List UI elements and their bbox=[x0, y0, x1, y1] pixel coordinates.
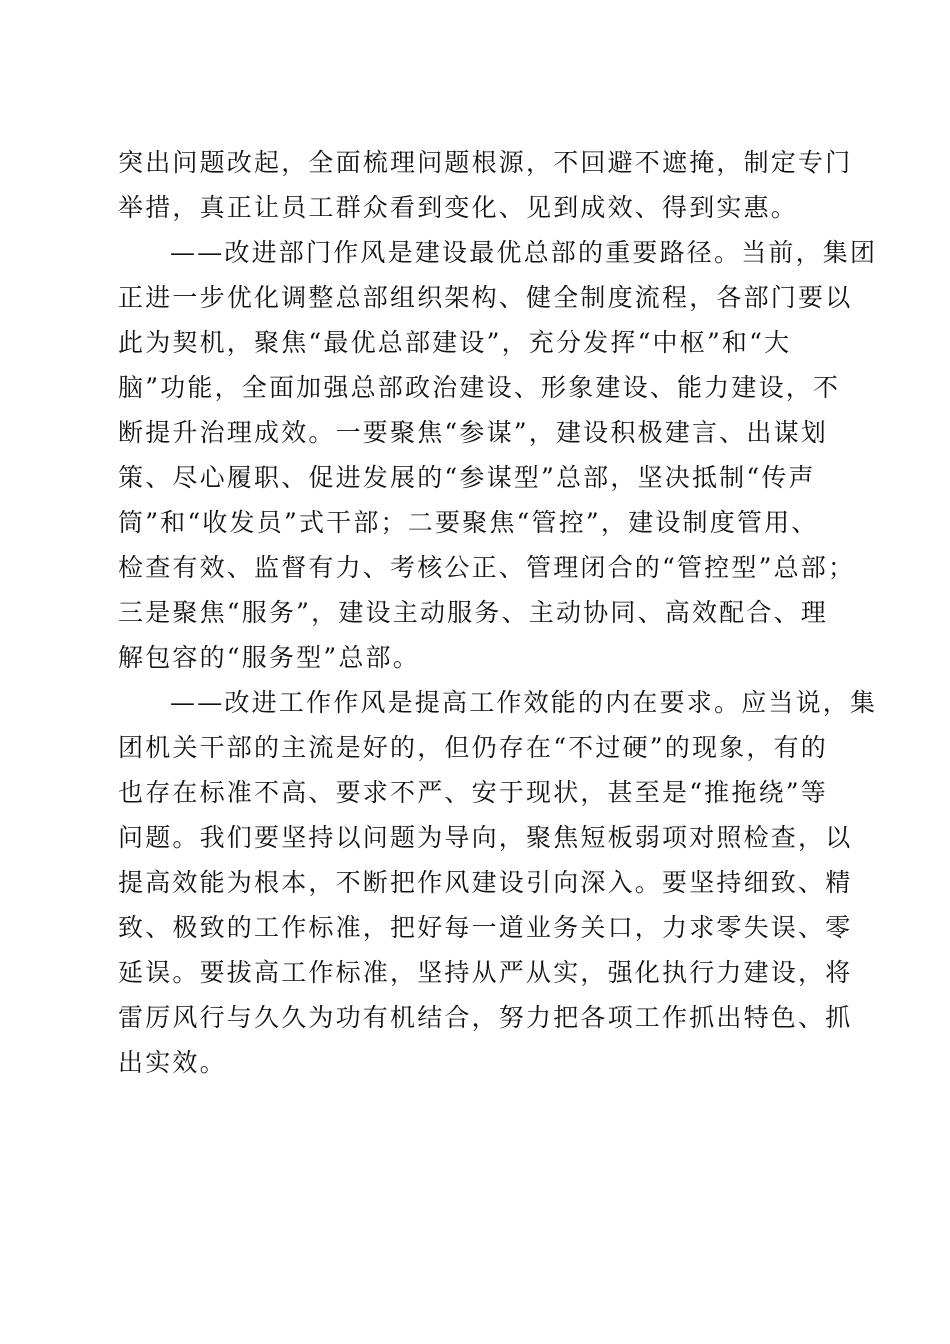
text-line: 团机关干部的主流是好的，但仍存在“不过硬”的现象，有的 bbox=[118, 733, 828, 762]
text-line: 断提升治理成效。一要聚焦“参谋”，建设积极建言、出谋划 bbox=[118, 418, 828, 447]
text-line: 提高效能为根本，不断把作风建设引向深入。要坚持细致、精 bbox=[118, 868, 853, 897]
text-line: ——改进工作作风是提高工作效能的内在要求。应当说，集 bbox=[170, 688, 878, 717]
text-line: 脑”功能，全面加强总部政治建设、形象建设、能力建设，不 bbox=[118, 373, 841, 402]
text-line: 正进一步优化调整总部组织架构、健全制度流程，各部门要以 bbox=[118, 283, 853, 312]
text-line: 检查有效、监督有力、考核公正、管理闭合的“管控型”总部； bbox=[118, 553, 856, 582]
text-line: 筒”和“收发员”式干部；二要聚焦“管控”，建设制度管用、 bbox=[118, 508, 819, 537]
text-line: 举措，真正让员工群众看到变化、见到成效、得到实惠。 bbox=[118, 193, 799, 222]
text-line: 突出问题改起，全面梳理问题根源，不回避不遮掩，制定专门 bbox=[118, 148, 853, 177]
text-line: 雷厉风行与久久为功有机结合，努力把各项工作抓出特色、抓 bbox=[118, 1003, 853, 1032]
text-line: 策、尽心履职、促进发展的“参谋型”总部，坚决抵制“传声 bbox=[118, 463, 816, 492]
text-line: 三是聚焦“服务”，建设主动服务、主动协同、高效配合、理 bbox=[118, 598, 828, 627]
text-line: 解包容的“服务型”总部。 bbox=[118, 643, 420, 672]
document-body bbox=[118, 140, 878, 1085]
paragraph-2 bbox=[118, 230, 878, 680]
text-line: 出实效。 bbox=[118, 1048, 227, 1077]
text-line: 致、极致的工作标准，把好每一道业务关口，力求零失误、零 bbox=[118, 913, 853, 942]
text-line: 延误。要拔高工作标准，坚持从严从实，强化执行力建设，将 bbox=[118, 958, 853, 987]
paragraph-3 bbox=[118, 680, 878, 1085]
paragraph-1 bbox=[118, 140, 853, 230]
text-line: ——改进部门作风是建设最优总部的重要路径。当前，集团 bbox=[170, 238, 878, 267]
text-line: 也存在标准不高、要求不严、安于现状，甚至是“推拖绕”等 bbox=[118, 778, 828, 807]
text-line: 问题。我们要坚持以问题为导向，聚焦短板弱项对照检查，以 bbox=[118, 823, 853, 852]
text-line: 此为契机，聚焦“最优总部建设”，充分发挥“中枢”和“大 bbox=[118, 328, 792, 357]
